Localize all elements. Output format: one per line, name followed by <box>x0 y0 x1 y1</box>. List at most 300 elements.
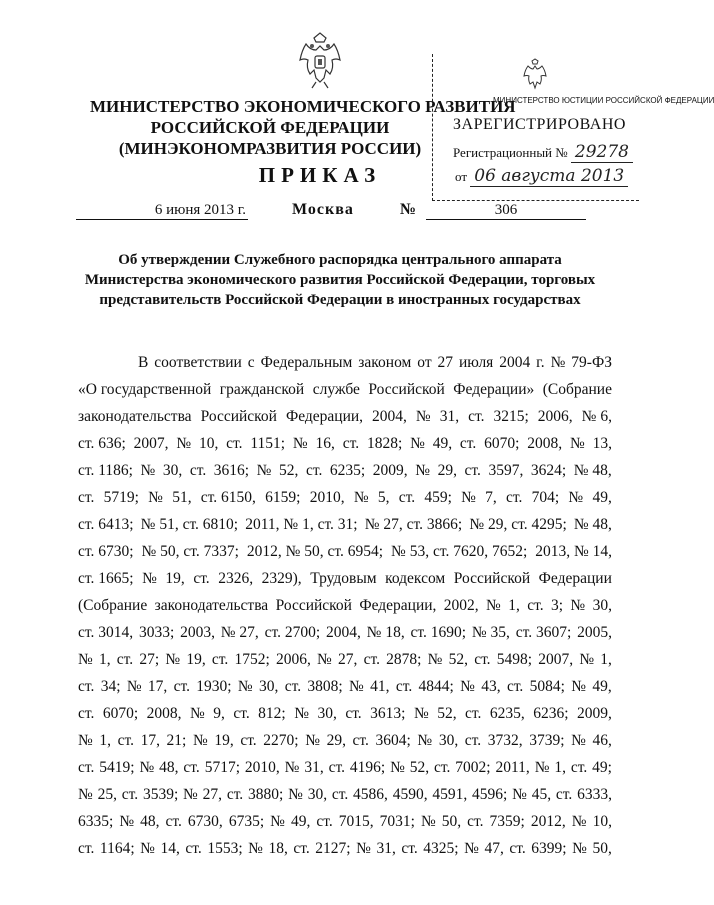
body-word: «О государственной <box>78 381 212 398</box>
body-word: № <box>534 759 550 776</box>
body-word: 4591, <box>432 786 468 803</box>
body-word: ст. <box>506 678 524 695</box>
body-word: 25, <box>97 786 117 803</box>
body-word: № <box>353 489 369 506</box>
body-word: 2127; <box>315 840 351 857</box>
body-word: № <box>78 786 93 803</box>
body-word: 1, <box>600 651 612 668</box>
body-word: ст. 1186; <box>78 462 133 479</box>
body-word: 50, <box>441 813 462 830</box>
body-word: № <box>572 840 587 857</box>
body-line <box>78 538 612 565</box>
body-word: № 51, ст. 6810; <box>140 516 239 533</box>
body-word: законодательства <box>154 597 269 614</box>
body-word: 31, <box>304 759 324 776</box>
body-word: 6159; <box>265 489 301 506</box>
stamp-emblem-icon <box>521 58 549 92</box>
stamp-reg-number: 29278 <box>571 142 633 163</box>
body-line <box>78 835 612 862</box>
body-word: 3808; <box>307 678 343 695</box>
title-line: представительств Российской Федерации в иностранных государствах <box>99 292 581 308</box>
body-word: ст. <box>78 759 95 776</box>
body-word: № <box>420 813 436 830</box>
body-word: ст. 636; <box>78 435 126 452</box>
body-word: 16, <box>315 435 335 452</box>
body-word: № <box>568 489 584 506</box>
body-word: 19, <box>214 732 234 749</box>
body-word: ст. <box>173 678 190 695</box>
body-word: законодательства <box>78 408 192 425</box>
body-word: июля <box>458 354 494 371</box>
body-word: № <box>461 489 476 506</box>
order-number: 306 <box>426 202 586 220</box>
body-word: 14, <box>160 840 180 857</box>
body-word: 41, <box>370 678 390 695</box>
body-word: № <box>571 678 587 695</box>
body-word: № <box>256 462 272 479</box>
body-line <box>78 646 612 673</box>
body-word: 49, <box>432 435 453 452</box>
body-word: законом <box>358 354 412 371</box>
body-line <box>78 511 612 538</box>
body-word: 5719; <box>103 489 139 506</box>
body-word: ст. 1665; <box>78 570 134 587</box>
ministry-line: РОССИЙСКОЙ ФЕДЕРАЦИИ <box>150 118 390 137</box>
body-word: 47, <box>484 840 504 857</box>
body-word: Российской <box>368 381 445 398</box>
body-word: ст. 2700; <box>264 624 321 641</box>
body-word: 52, <box>448 651 468 668</box>
body-word: ст. <box>240 732 257 749</box>
body-word: ст. <box>467 813 484 830</box>
body-word: 17, <box>140 732 160 749</box>
body-word: 2005, <box>577 624 612 641</box>
body-word: 5084; <box>529 678 565 695</box>
body-word: 2006, <box>537 408 573 425</box>
body-line <box>78 403 612 430</box>
body-word: ст. <box>468 408 485 425</box>
body-word: ст. <box>345 705 362 722</box>
body-word: 29, <box>326 732 346 749</box>
body-word: № 50, ст. 7337; <box>141 543 239 560</box>
body-word: 6236; <box>533 705 569 722</box>
body-word: 3539; <box>142 786 179 803</box>
stamp-reg-label: Регистрационный № <box>453 145 568 160</box>
body-word: 48, <box>140 813 160 830</box>
body-word: № <box>248 840 263 857</box>
body-word: 52, <box>409 759 430 776</box>
body-word: № <box>417 732 433 749</box>
body-word: № <box>288 786 303 803</box>
body-line <box>78 565 612 592</box>
stamp-date-label: от <box>455 169 468 184</box>
body-word: № <box>142 570 157 587</box>
body-line <box>78 484 612 511</box>
body-word: ст. <box>464 462 481 479</box>
body-word: кодексом <box>385 570 446 587</box>
body-word: ст. <box>165 813 182 830</box>
body-word: 6235, <box>489 705 525 722</box>
body-word: № <box>140 840 155 857</box>
body-word: № <box>176 435 192 452</box>
body-word: 7031; <box>379 813 415 830</box>
body-word: Российской <box>200 408 277 425</box>
body-word: № <box>413 705 429 722</box>
body-word: 27, <box>202 786 223 803</box>
body-line <box>78 592 612 619</box>
body-word: 5, <box>377 489 390 506</box>
body-word: 3732, <box>487 732 523 749</box>
body-word: № <box>356 840 371 857</box>
body-word: 1, <box>508 597 520 614</box>
body-word: ст. <box>328 759 345 776</box>
body-word: ст. <box>465 705 482 722</box>
body-word: 7359; <box>489 813 525 830</box>
body-word: № 6, <box>581 408 612 425</box>
body-word: № <box>78 651 93 668</box>
body-word: 49, <box>290 813 311 830</box>
body-word: 4596; <box>472 786 508 803</box>
body-word: 48, <box>159 759 179 776</box>
body-word: 50, <box>592 840 612 857</box>
body-word: № <box>183 786 198 803</box>
body-line <box>78 700 612 727</box>
body-word: 45, <box>531 786 552 803</box>
body-word: 6070; <box>102 705 139 722</box>
body-word: № <box>464 840 479 857</box>
body-word: 1, <box>554 759 567 776</box>
body-word: соответствии <box>154 354 242 371</box>
body-word: № <box>427 651 443 668</box>
body-word: 29, <box>437 462 457 479</box>
body-word: В <box>138 354 149 371</box>
body-word: 46, <box>592 732 612 749</box>
body-word: № <box>550 354 566 371</box>
body-line <box>78 457 612 484</box>
body-word: ст. 1690; <box>410 624 467 641</box>
body-word: 30, <box>259 678 279 695</box>
body-word: ст. <box>226 435 243 452</box>
body-word: Федерации, <box>359 597 437 614</box>
body-word: гражданской <box>219 381 305 398</box>
body-word: 2013, № 14, <box>535 543 612 560</box>
body-word: № <box>78 732 93 749</box>
body-word: 2012, № 50, ст. 6954; <box>246 543 384 560</box>
body-word: ст. <box>555 786 573 803</box>
body-word: 6335; <box>78 813 114 830</box>
order-body-text <box>78 349 612 862</box>
body-word: № <box>140 462 156 479</box>
body-word: 3613; <box>370 705 406 722</box>
body-word: ст. <box>398 489 416 506</box>
body-word: ст. <box>570 759 588 776</box>
body-word: 2010, <box>244 759 280 776</box>
body-word: 30, <box>317 705 337 722</box>
body-word: 2270; <box>263 732 299 749</box>
body-word: 10, <box>592 813 612 830</box>
body-word: Федерации, <box>285 408 364 425</box>
body-word: 3880; <box>247 786 284 803</box>
body-word: 79-ФЗ <box>571 354 612 371</box>
body-word: 2004, <box>325 624 361 641</box>
body-word: 2008, <box>527 435 563 452</box>
body-word: № <box>410 435 425 452</box>
body-word: 2002, <box>443 597 479 614</box>
body-word: от <box>417 354 432 371</box>
body-word: 30, <box>592 597 612 614</box>
body-word: 6735; <box>228 813 265 830</box>
body-word: ст. <box>189 462 207 479</box>
body-word: № 48, <box>573 516 612 533</box>
body-word: № <box>415 462 430 479</box>
body-word: № <box>292 435 308 452</box>
body-word: ст. <box>226 786 244 803</box>
body-word: 19, <box>165 570 185 587</box>
body-word: 27, <box>338 651 358 668</box>
order-date: 6 июня 2013 г. <box>76 202 248 220</box>
stamp-registered-label: ЗАРЕГИСТРИРОВАНО <box>453 116 626 133</box>
body-word: 5498; <box>496 651 533 668</box>
body-word: № <box>349 678 364 695</box>
body-word: (Собрание <box>78 597 148 614</box>
body-word: ст. <box>78 840 95 857</box>
body-word: № <box>571 732 586 749</box>
body-word: 4196; <box>349 759 386 776</box>
body-word: 31, <box>376 840 396 857</box>
body-word: 3616; <box>213 462 250 479</box>
body-word: 704; <box>531 489 560 506</box>
body-word: ст. <box>211 651 229 668</box>
title-line: Министерства экономического развития Российской Федерации, торговых <box>84 272 596 288</box>
stamp-ministry-name: МИНИСТЕРСТВО ЮСТИЦИИ РОССИЙСКОЙ ФЕДЕРАЦИИ <box>493 96 714 105</box>
body-word: № 27, ст. 3866; <box>364 516 463 533</box>
order-title <box>60 250 620 310</box>
body-word: 3215; <box>493 408 529 425</box>
body-word: 13, <box>592 435 612 452</box>
body-word: 1828; <box>366 435 403 452</box>
body-word: № <box>486 597 501 614</box>
body-word: 1151; <box>250 435 286 452</box>
body-line <box>138 349 612 376</box>
body-word: ст. <box>363 651 380 668</box>
stamp-date-value: 06 августа 2013 <box>470 166 628 187</box>
body-word: 34; <box>100 678 121 695</box>
body-word: 18, <box>268 840 288 857</box>
body-word: № <box>579 651 595 668</box>
body-word: ст. <box>464 732 482 749</box>
body-word: 4844; <box>418 678 454 695</box>
body-word: 2011, <box>495 759 530 776</box>
body-word: 459; <box>424 489 452 506</box>
body-word: 7015, <box>338 813 374 830</box>
body-word: № <box>284 759 300 776</box>
body-word: 17, <box>147 678 168 695</box>
body-word: 2009, <box>372 462 408 479</box>
body-word: 2010, <box>309 489 345 506</box>
body-word: ст. <box>117 732 134 749</box>
ministry-line: МИНИСТЕРСТВО ЭКОНОМИЧЕСКОГО РАЗВИТИЯ <box>90 97 516 116</box>
body-word: 49, <box>592 489 612 506</box>
body-word: Российской <box>453 570 531 587</box>
body-word: ст. <box>434 759 451 776</box>
body-word: ст. <box>284 678 302 695</box>
body-word: ст. <box>352 732 369 749</box>
body-word: (Собрание <box>542 381 612 398</box>
body-word: 3; <box>550 597 564 614</box>
body-word: 2007, <box>538 651 574 668</box>
body-line <box>78 430 612 457</box>
body-word: 31, <box>439 408 460 425</box>
body-word: ст. <box>193 570 210 587</box>
body-word: № <box>317 651 332 668</box>
body-word: ст. <box>233 705 250 722</box>
body-word: 4586, <box>353 786 388 803</box>
body-word: 2012, <box>530 813 566 830</box>
body-word: ст. <box>78 705 95 722</box>
body-word: № <box>570 597 586 614</box>
body-word: 2008, <box>146 705 182 722</box>
body-word: Федерации» <box>453 381 535 398</box>
body-word: 3033; <box>138 624 175 641</box>
body-line <box>78 808 612 835</box>
body-line <box>78 673 612 700</box>
body-line <box>78 754 612 781</box>
order-city: Москва <box>292 201 354 218</box>
body-word: 6070; <box>484 435 520 452</box>
body-word: ст. <box>395 678 413 695</box>
body-word: № <box>189 705 205 722</box>
ministry-line: (МИНЭКОНОМРАЗВИТИЯ РОССИИ) <box>118 139 422 158</box>
body-word: 2878; <box>386 651 422 668</box>
body-word: 1553; <box>207 840 243 857</box>
body-word: 19, <box>186 651 206 668</box>
body-word: ст. <box>474 651 491 668</box>
order-number-label: № <box>400 201 417 218</box>
body-line <box>78 619 612 646</box>
body-word: № 18, <box>366 624 405 641</box>
body-word: 2003, <box>180 624 215 641</box>
body-word: № <box>192 732 208 749</box>
body-word: 5419; <box>99 759 135 776</box>
body-word: № <box>512 786 527 803</box>
body-word: 6399; <box>531 840 567 857</box>
body-word: ст. <box>401 840 418 857</box>
body-word: 49; <box>592 759 612 776</box>
body-word: № 27, <box>220 624 259 641</box>
body-word: 43, <box>481 678 501 695</box>
body-word: ст. <box>342 435 360 452</box>
body-line <box>78 781 612 808</box>
body-word: 6235; <box>329 462 366 479</box>
body-word: 2009, <box>577 705 612 722</box>
body-word: ст. <box>305 462 323 479</box>
body-word: № <box>165 651 181 668</box>
body-word: 2329), <box>261 570 302 587</box>
body-word: ст. <box>78 489 95 506</box>
body-word: № 29, ст. 4295; <box>469 516 567 533</box>
body-word: № <box>294 705 309 722</box>
body-word: ст. 6150, <box>200 489 256 506</box>
body-word: г. <box>536 354 545 371</box>
body-word: № <box>569 435 585 452</box>
body-word: 21; <box>166 732 187 749</box>
body-word: 52, <box>279 462 299 479</box>
body-word: 2011, № 1, ст. 31; <box>245 516 358 533</box>
body-word: № <box>415 408 431 425</box>
body-word: ст. <box>509 840 526 857</box>
body-word: ст. <box>331 786 349 803</box>
body-word: ст. 6413; <box>78 516 134 533</box>
body-word: № <box>139 759 155 776</box>
body-word: 6730, <box>187 813 223 830</box>
body-word: № <box>126 678 142 695</box>
body-word: ст. 6730; <box>78 543 134 560</box>
body-word: 10, <box>198 435 219 452</box>
body-word: ст. <box>527 597 544 614</box>
body-word: ст. <box>183 759 200 776</box>
body-word: ст. 3607; <box>515 624 572 641</box>
body-word: № <box>571 813 587 830</box>
body-word: с <box>247 354 255 371</box>
body-word: № <box>305 732 320 749</box>
body-word: № <box>237 678 253 695</box>
body-word: 27 <box>437 354 454 371</box>
body-word: 1930; <box>196 678 232 695</box>
body-word: ст. <box>506 489 523 506</box>
body-word: 2006, <box>275 651 311 668</box>
body-word: ст. <box>121 786 139 803</box>
body-word: 1752; <box>234 651 270 668</box>
body-word: 2004 <box>499 354 531 371</box>
body-word: ст. <box>116 651 134 668</box>
body-word: 7002; <box>455 759 491 776</box>
body-word: ст. <box>316 813 333 830</box>
body-word: 2004, <box>372 408 407 425</box>
body-word: № <box>460 678 475 695</box>
body-word: 3624; <box>530 462 567 479</box>
body-word: 5717; <box>204 759 240 776</box>
body-word: 30, <box>438 732 459 749</box>
body-word: 30, <box>307 786 328 803</box>
body-word: 27; <box>139 651 160 668</box>
body-word: 3604; <box>375 732 411 749</box>
body-word: Российской <box>275 597 352 614</box>
body-word: 4325; <box>423 840 459 857</box>
body-word: 3739; <box>529 732 565 749</box>
body-word: 52, <box>437 705 457 722</box>
coat-of-arms-emblem <box>294 30 346 92</box>
body-word: 6333, <box>577 786 612 803</box>
body-word: ст. 3014, <box>78 624 134 641</box>
registration-stamp <box>432 54 714 201</box>
body-word: службе <box>312 381 360 398</box>
body-word: ст. <box>293 840 310 857</box>
body-word: ст. <box>78 678 95 695</box>
stamp-date-line <box>455 166 628 186</box>
body-word: ст. <box>459 435 477 452</box>
body-word: 51, <box>172 489 192 506</box>
body-word: 9, <box>213 705 225 722</box>
body-word: № 53, ст. 7620, 7652; <box>391 543 528 560</box>
body-word: 812; <box>258 705 286 722</box>
body-word: 49, <box>592 678 612 695</box>
body-word: № <box>119 813 135 830</box>
body-word: № <box>270 813 285 830</box>
body-word: № <box>148 489 163 506</box>
body-word: ст. <box>185 840 202 857</box>
body-word: 2007, <box>133 435 169 452</box>
body-word: 3597, <box>488 462 524 479</box>
